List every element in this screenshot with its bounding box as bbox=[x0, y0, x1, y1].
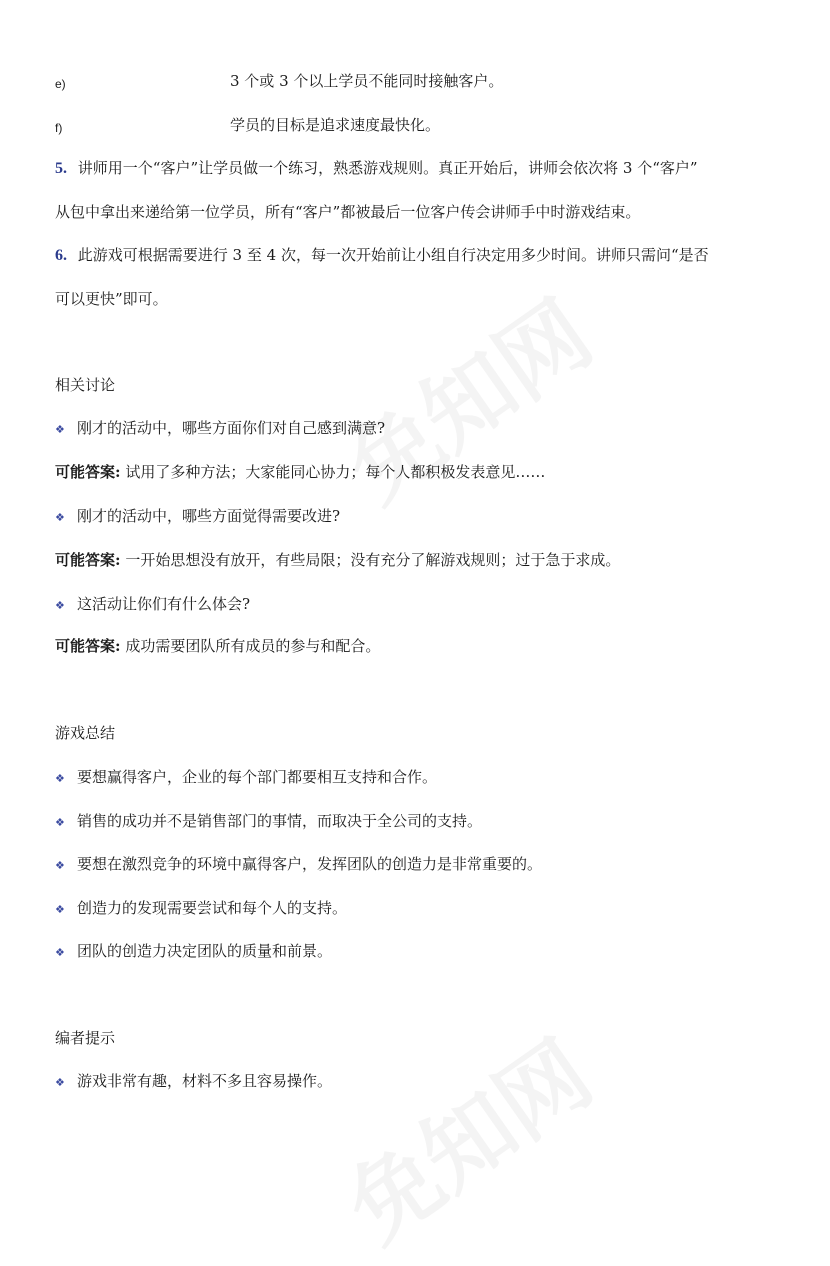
discussion-heading: 相关讨论 bbox=[55, 376, 116, 394]
discussion-answer-2 bbox=[55, 550, 620, 570]
step-f-label: f) bbox=[55, 121, 63, 135]
discussion-question-2 bbox=[55, 506, 340, 528]
diamond-bullet-icon: ❖ bbox=[55, 511, 65, 524]
question-text: 刚才的活动中，哪些方面你们对自己感到满意? bbox=[77, 419, 386, 437]
diamond-bullet-icon: ❖ bbox=[55, 599, 65, 612]
step-6-line1: 此游戏可根据需要进行 3 至 4 次，每一次开始前让小组自行决定用多少时间。讲师只需问“是否 bbox=[77, 246, 709, 264]
answer-text: 试用了多种方法；大家能同心协力；每个人都积极发表意见…… bbox=[120, 463, 546, 481]
summary-item-text: 要想在激烈竞争的环境中赢得客户，发挥团队的创造力是非常重要的。 bbox=[77, 855, 543, 873]
summary-heading: 游戏总结 bbox=[55, 724, 116, 742]
watermark bbox=[317, 264, 613, 525]
diamond-bullet-icon: ❖ bbox=[55, 772, 65, 785]
summary-item bbox=[55, 898, 347, 920]
question-text: 这活动让你们有什么体会? bbox=[77, 595, 251, 613]
editor-heading: 编者提示 bbox=[55, 1029, 116, 1047]
step-5-line1: 讲师用一个“客户”让学员做一个练习，熟悉游戏规则。真正开始后，讲师会依次将 3 个“客户” bbox=[77, 159, 698, 177]
step-f-text: 学员的目标是追求速度最快化。 bbox=[230, 116, 441, 134]
discussion-answer-1 bbox=[55, 462, 545, 482]
summary-item-text: 销售的成功并不是销售部门的事情，而取决于全公司的支持。 bbox=[77, 812, 483, 830]
diamond-bullet-icon: ❖ bbox=[55, 903, 65, 916]
diamond-bullet-icon: ❖ bbox=[55, 946, 65, 959]
answer-label: 可能答案: bbox=[55, 463, 121, 481]
answer-text: 成功需要团队所有成员的参与和配合。 bbox=[120, 637, 381, 655]
editor-item bbox=[55, 1071, 332, 1093]
step-e bbox=[55, 73, 66, 94]
summary-item-text: 团队的创造力决定团队的质量和前景。 bbox=[77, 942, 333, 960]
discussion-question-1 bbox=[55, 418, 385, 440]
summary-item bbox=[55, 811, 482, 833]
diamond-bullet-icon: ❖ bbox=[55, 859, 65, 872]
step-6-line2: 可以更快”即可。 bbox=[55, 290, 168, 308]
step-5-number: 5. bbox=[55, 160, 67, 177]
watermark bbox=[317, 1004, 613, 1265]
answer-text: 一开始思想没有放开，有些局限；没有充分了解游戏规则；过于急于求成。 bbox=[120, 551, 621, 569]
diamond-bullet-icon: ❖ bbox=[55, 816, 65, 829]
answer-label: 可能答案: bbox=[55, 637, 121, 655]
summary-item-text: 创造力的发现需要尝试和每个人的支持。 bbox=[77, 899, 348, 917]
discussion-answer-3 bbox=[55, 636, 380, 656]
step-6-number: 6. bbox=[55, 247, 67, 264]
diamond-bullet-icon: ❖ bbox=[55, 423, 65, 436]
summary-item bbox=[55, 767, 437, 789]
step-f bbox=[55, 117, 62, 138]
step-e-label: e) bbox=[55, 77, 66, 91]
editor-item-text: 游戏非常有趣，材料不多且容易操作。 bbox=[77, 1072, 333, 1090]
step-5-line2: 从包中拿出来递给第一位学员，所有“客户”都被最后一位客户传会讲师手中时游戏结束。 bbox=[55, 203, 641, 221]
step-5 bbox=[55, 158, 698, 179]
summary-item-text: 要想赢得客户，企业的每个部门都要相互支持和合作。 bbox=[77, 768, 438, 786]
question-text: 刚才的活动中，哪些方面觉得需要改进? bbox=[77, 507, 341, 525]
answer-label: 可能答案: bbox=[55, 551, 121, 569]
summary-item bbox=[55, 941, 332, 963]
step-6 bbox=[55, 245, 709, 266]
diamond-bullet-icon: ❖ bbox=[55, 1076, 65, 1089]
step-e-text: 3 个或 3 个以上学员不能同时接触客户。 bbox=[230, 72, 504, 90]
discussion-question-3 bbox=[55, 594, 250, 616]
summary-item bbox=[55, 854, 542, 876]
